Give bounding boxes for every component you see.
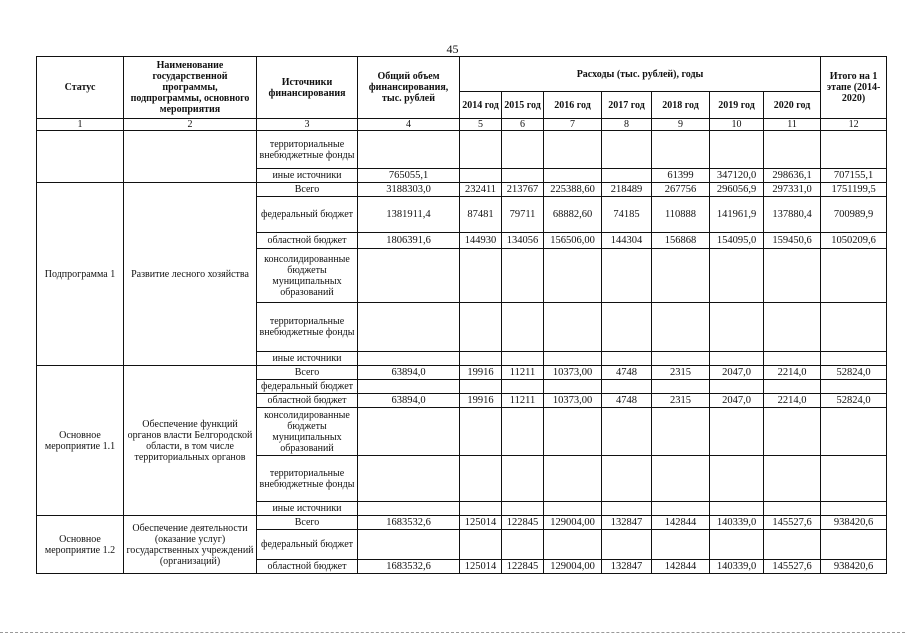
year-2019-cell: 141961,9 [710,197,764,233]
year-2020-cell [764,131,821,169]
total-funding-cell [358,131,460,169]
year-2020-cell: 2214,0 [764,394,821,408]
year-2014-cell [460,352,502,366]
table-row [37,183,887,197]
stage-total-cell: 938420,6 [821,560,887,574]
column-number: 4 [358,119,460,131]
year-2015-cell [502,456,544,502]
stage-total-cell [821,408,887,456]
total-funding-cell: 3188303,0 [358,183,460,197]
source-cell: Всего [257,183,358,197]
year-2020-cell [764,303,821,352]
year-2015-cell: 122845 [502,560,544,574]
program-name-cell: Обеспечение функций органов власти Белгородской области, в том числе территориальных органов [124,366,257,516]
year-2019-cell: 2047,0 [710,394,764,408]
year-2020-cell: 298636,1 [764,169,821,183]
stage-total-cell [821,380,887,394]
total-funding-cell: 1381911,4 [358,197,460,233]
header-year: 2014 год [460,92,502,119]
header-year: 2017 год [602,92,652,119]
table-header [37,57,887,131]
year-2014-cell [460,249,502,303]
header-expenses: Расходы (тыс. рублей), годы [460,57,821,92]
year-2019-cell: 140339,0 [710,560,764,574]
stage-total-cell: 52824,0 [821,366,887,380]
year-2016-cell [544,456,602,502]
year-2014-cell [460,169,502,183]
year-2018-cell [652,456,710,502]
total-funding-cell: 1683532,6 [358,516,460,530]
stage-total-cell [821,303,887,352]
year-2014-cell [460,456,502,502]
source-cell: иные источники [257,352,358,366]
status-cell [37,131,124,183]
year-2018-cell [652,131,710,169]
year-2014-cell [460,380,502,394]
header-sources: Источники финансирования [257,57,358,119]
year-2020-cell [764,380,821,394]
source-cell: областной бюджет [257,560,358,574]
year-2019-cell: 140339,0 [710,516,764,530]
year-2016-cell: 129004,00 [544,560,602,574]
year-2018-cell: 110888 [652,197,710,233]
year-2015-cell [502,380,544,394]
year-2017-cell: 4748 [602,366,652,380]
year-2014-cell: 87481 [460,197,502,233]
year-2020-cell: 297331,0 [764,183,821,197]
year-2015-cell: 79711 [502,197,544,233]
year-2015-cell: 11211 [502,394,544,408]
year-2020-cell: 159450,6 [764,233,821,249]
year-2019-cell: 296056,9 [710,183,764,197]
year-2019-cell [710,530,764,560]
stage-total-cell [821,352,887,366]
year-2018-cell [652,380,710,394]
year-2018-cell [652,502,710,516]
total-funding-cell: 63894,0 [358,394,460,408]
year-2015-cell [502,249,544,303]
year-2014-cell: 232411 [460,183,502,197]
year-2017-cell [602,502,652,516]
status-cell: Основное мероприятие 1.2 [37,516,124,574]
header-name: Наименование государственной программы, подпрограммы, основного мероприятия [124,57,257,119]
year-2017-cell: 74185 [602,197,652,233]
year-2014-cell [460,303,502,352]
stage-total-cell: 52824,0 [821,394,887,408]
year-2016-cell [544,408,602,456]
year-2017-cell [602,530,652,560]
program-name-cell: Обеспечение деятельности (оказание услуг) государственных учреждений (организаций) [124,516,257,574]
year-2015-cell: 122845 [502,516,544,530]
year-2019-cell: 154095,0 [710,233,764,249]
year-2017-cell: 4748 [602,394,652,408]
year-2018-cell [652,352,710,366]
year-2017-cell: 132847 [602,560,652,574]
year-2016-cell [544,380,602,394]
program-name-cell: Развитие лесного хозяйства [124,183,257,366]
total-funding-cell: 1806391,6 [358,233,460,249]
column-number: 1 [37,119,124,131]
year-2015-cell [502,303,544,352]
year-2017-cell [602,131,652,169]
source-cell: областной бюджет [257,394,358,408]
total-funding-cell [358,352,460,366]
year-2015-cell [502,352,544,366]
year-2017-cell [602,408,652,456]
year-2017-cell: 132847 [602,516,652,530]
year-2019-cell [710,352,764,366]
year-2016-cell [544,249,602,303]
table-row [37,366,887,380]
column-number: 8 [602,119,652,131]
stage-total-cell [821,131,887,169]
year-2014-cell [460,131,502,169]
year-2020-cell: 2214,0 [764,366,821,380]
header-status: Статус [37,57,124,119]
year-2015-cell [502,502,544,516]
source-cell: территориальные внебюджетные фонды [257,131,358,169]
source-cell: федеральный бюджет [257,197,358,233]
year-2016-cell: 10373,00 [544,394,602,408]
year-2019-cell: 2047,0 [710,366,764,380]
year-2017-cell [602,352,652,366]
year-2014-cell: 125014 [460,516,502,530]
source-cell: Всего [257,516,358,530]
column-number: 5 [460,119,502,131]
year-2017-cell [602,249,652,303]
total-funding-cell [358,249,460,303]
year-2020-cell: 137880,4 [764,197,821,233]
source-cell: иные источники [257,169,358,183]
total-funding-cell [358,380,460,394]
source-cell: территориальные внебюджетные фонды [257,456,358,502]
header-year: 2020 год [764,92,821,119]
year-2019-cell [710,380,764,394]
column-number: 12 [821,119,887,131]
year-2014-cell [460,530,502,560]
total-funding-cell [358,502,460,516]
year-2014-cell: 19916 [460,366,502,380]
source-cell: иные источники [257,502,358,516]
year-2016-cell [544,303,602,352]
year-2016-cell [544,169,602,183]
total-funding-cell: 63894,0 [358,366,460,380]
year-2017-cell: 218489 [602,183,652,197]
year-2018-cell: 156868 [652,233,710,249]
year-2020-cell [764,502,821,516]
year-2018-cell [652,530,710,560]
year-2018-cell: 142844 [652,560,710,574]
year-2020-cell [764,530,821,560]
year-2014-cell [460,502,502,516]
year-2018-cell: 2315 [652,366,710,380]
status-cell: Основное мероприятие 1.1 [37,366,124,516]
source-cell: консолидированные бюджеты муниципальных образований [257,408,358,456]
year-2017-cell: 144304 [602,233,652,249]
source-cell: областной бюджет [257,233,358,249]
year-2020-cell: 145527,6 [764,560,821,574]
year-2014-cell: 125014 [460,560,502,574]
year-2016-cell: 68882,60 [544,197,602,233]
funding-table-frame [36,56,886,612]
stage-total-cell: 938420,6 [821,516,887,530]
year-2018-cell: 267756 [652,183,710,197]
stage-total-cell: 1050209,6 [821,233,887,249]
year-2019-cell [710,131,764,169]
year-2016-cell [544,352,602,366]
year-2018-cell: 2315 [652,394,710,408]
year-2018-cell [652,408,710,456]
column-number: 3 [257,119,358,131]
year-2018-cell: 142844 [652,516,710,530]
table-body [37,131,887,574]
stage-total-cell: 1751199,5 [821,183,887,197]
year-2016-cell: 156506,00 [544,233,602,249]
year-2020-cell [764,456,821,502]
year-2018-cell [652,303,710,352]
total-funding-cell [358,303,460,352]
total-funding-cell: 765055,1 [358,169,460,183]
total-funding-cell: 1683532,6 [358,560,460,574]
year-2015-cell [502,530,544,560]
table-row [37,131,887,169]
year-2019-cell [710,456,764,502]
stage-total-cell: 707155,1 [821,169,887,183]
stage-total-cell: 700989,9 [821,197,887,233]
year-2020-cell [764,408,821,456]
year-2019-cell: 347120,0 [710,169,764,183]
header-stage-total: Итого на 1 этапе (2014-2020) [821,57,887,119]
stage-total-cell [821,456,887,502]
table-row [37,516,887,530]
year-2015-cell [502,408,544,456]
year-2014-cell [460,408,502,456]
total-funding-cell [358,408,460,456]
year-2014-cell: 144930 [460,233,502,249]
source-cell: федеральный бюджет [257,380,358,394]
year-2020-cell: 145527,6 [764,516,821,530]
total-funding-cell [358,456,460,502]
source-cell: территориальные внебюджетные фонды [257,303,358,352]
scan-edge-divider [0,632,905,633]
stage-total-cell [821,249,887,303]
year-2015-cell [502,131,544,169]
stage-total-cell [821,502,887,516]
year-2017-cell [602,169,652,183]
year-2020-cell [764,249,821,303]
source-cell: Всего [257,366,358,380]
year-2019-cell [710,303,764,352]
year-2015-cell: 213767 [502,183,544,197]
year-2017-cell [602,456,652,502]
year-2016-cell: 129004,00 [544,516,602,530]
year-2014-cell: 19916 [460,394,502,408]
column-number: 7 [544,119,602,131]
year-2015-cell: 11211 [502,366,544,380]
header-year: 2019 год [710,92,764,119]
header-year: 2018 год [652,92,710,119]
status-cell: Подпрограмма 1 [37,183,124,366]
funding-table [36,56,887,574]
year-2016-cell [544,530,602,560]
header-year: 2015 год [502,92,544,119]
year-2018-cell: 61399 [652,169,710,183]
header-year: 2016 год [544,92,602,119]
column-number: 9 [652,119,710,131]
year-2016-cell [544,131,602,169]
column-number: 6 [502,119,544,131]
year-2017-cell [602,380,652,394]
source-cell: федеральный бюджет [257,530,358,560]
year-2015-cell: 134056 [502,233,544,249]
column-number: 10 [710,119,764,131]
year-2019-cell [710,249,764,303]
year-2017-cell [602,303,652,352]
total-funding-cell [358,530,460,560]
year-2018-cell [652,249,710,303]
year-2016-cell [544,502,602,516]
column-number: 2 [124,119,257,131]
header-total-funding: Общий объем финансирования, тыс. рублей [358,57,460,119]
year-2020-cell [764,352,821,366]
year-2019-cell [710,502,764,516]
year-2019-cell [710,408,764,456]
stage-total-cell [821,530,887,560]
column-number: 11 [764,119,821,131]
program-name-cell [124,131,257,183]
year-2016-cell: 225388,60 [544,183,602,197]
source-cell: консолидированные бюджеты муниципальных образований [257,249,358,303]
year-2016-cell: 10373,00 [544,366,602,380]
page-number: 45 [446,42,459,56]
year-2015-cell [502,169,544,183]
